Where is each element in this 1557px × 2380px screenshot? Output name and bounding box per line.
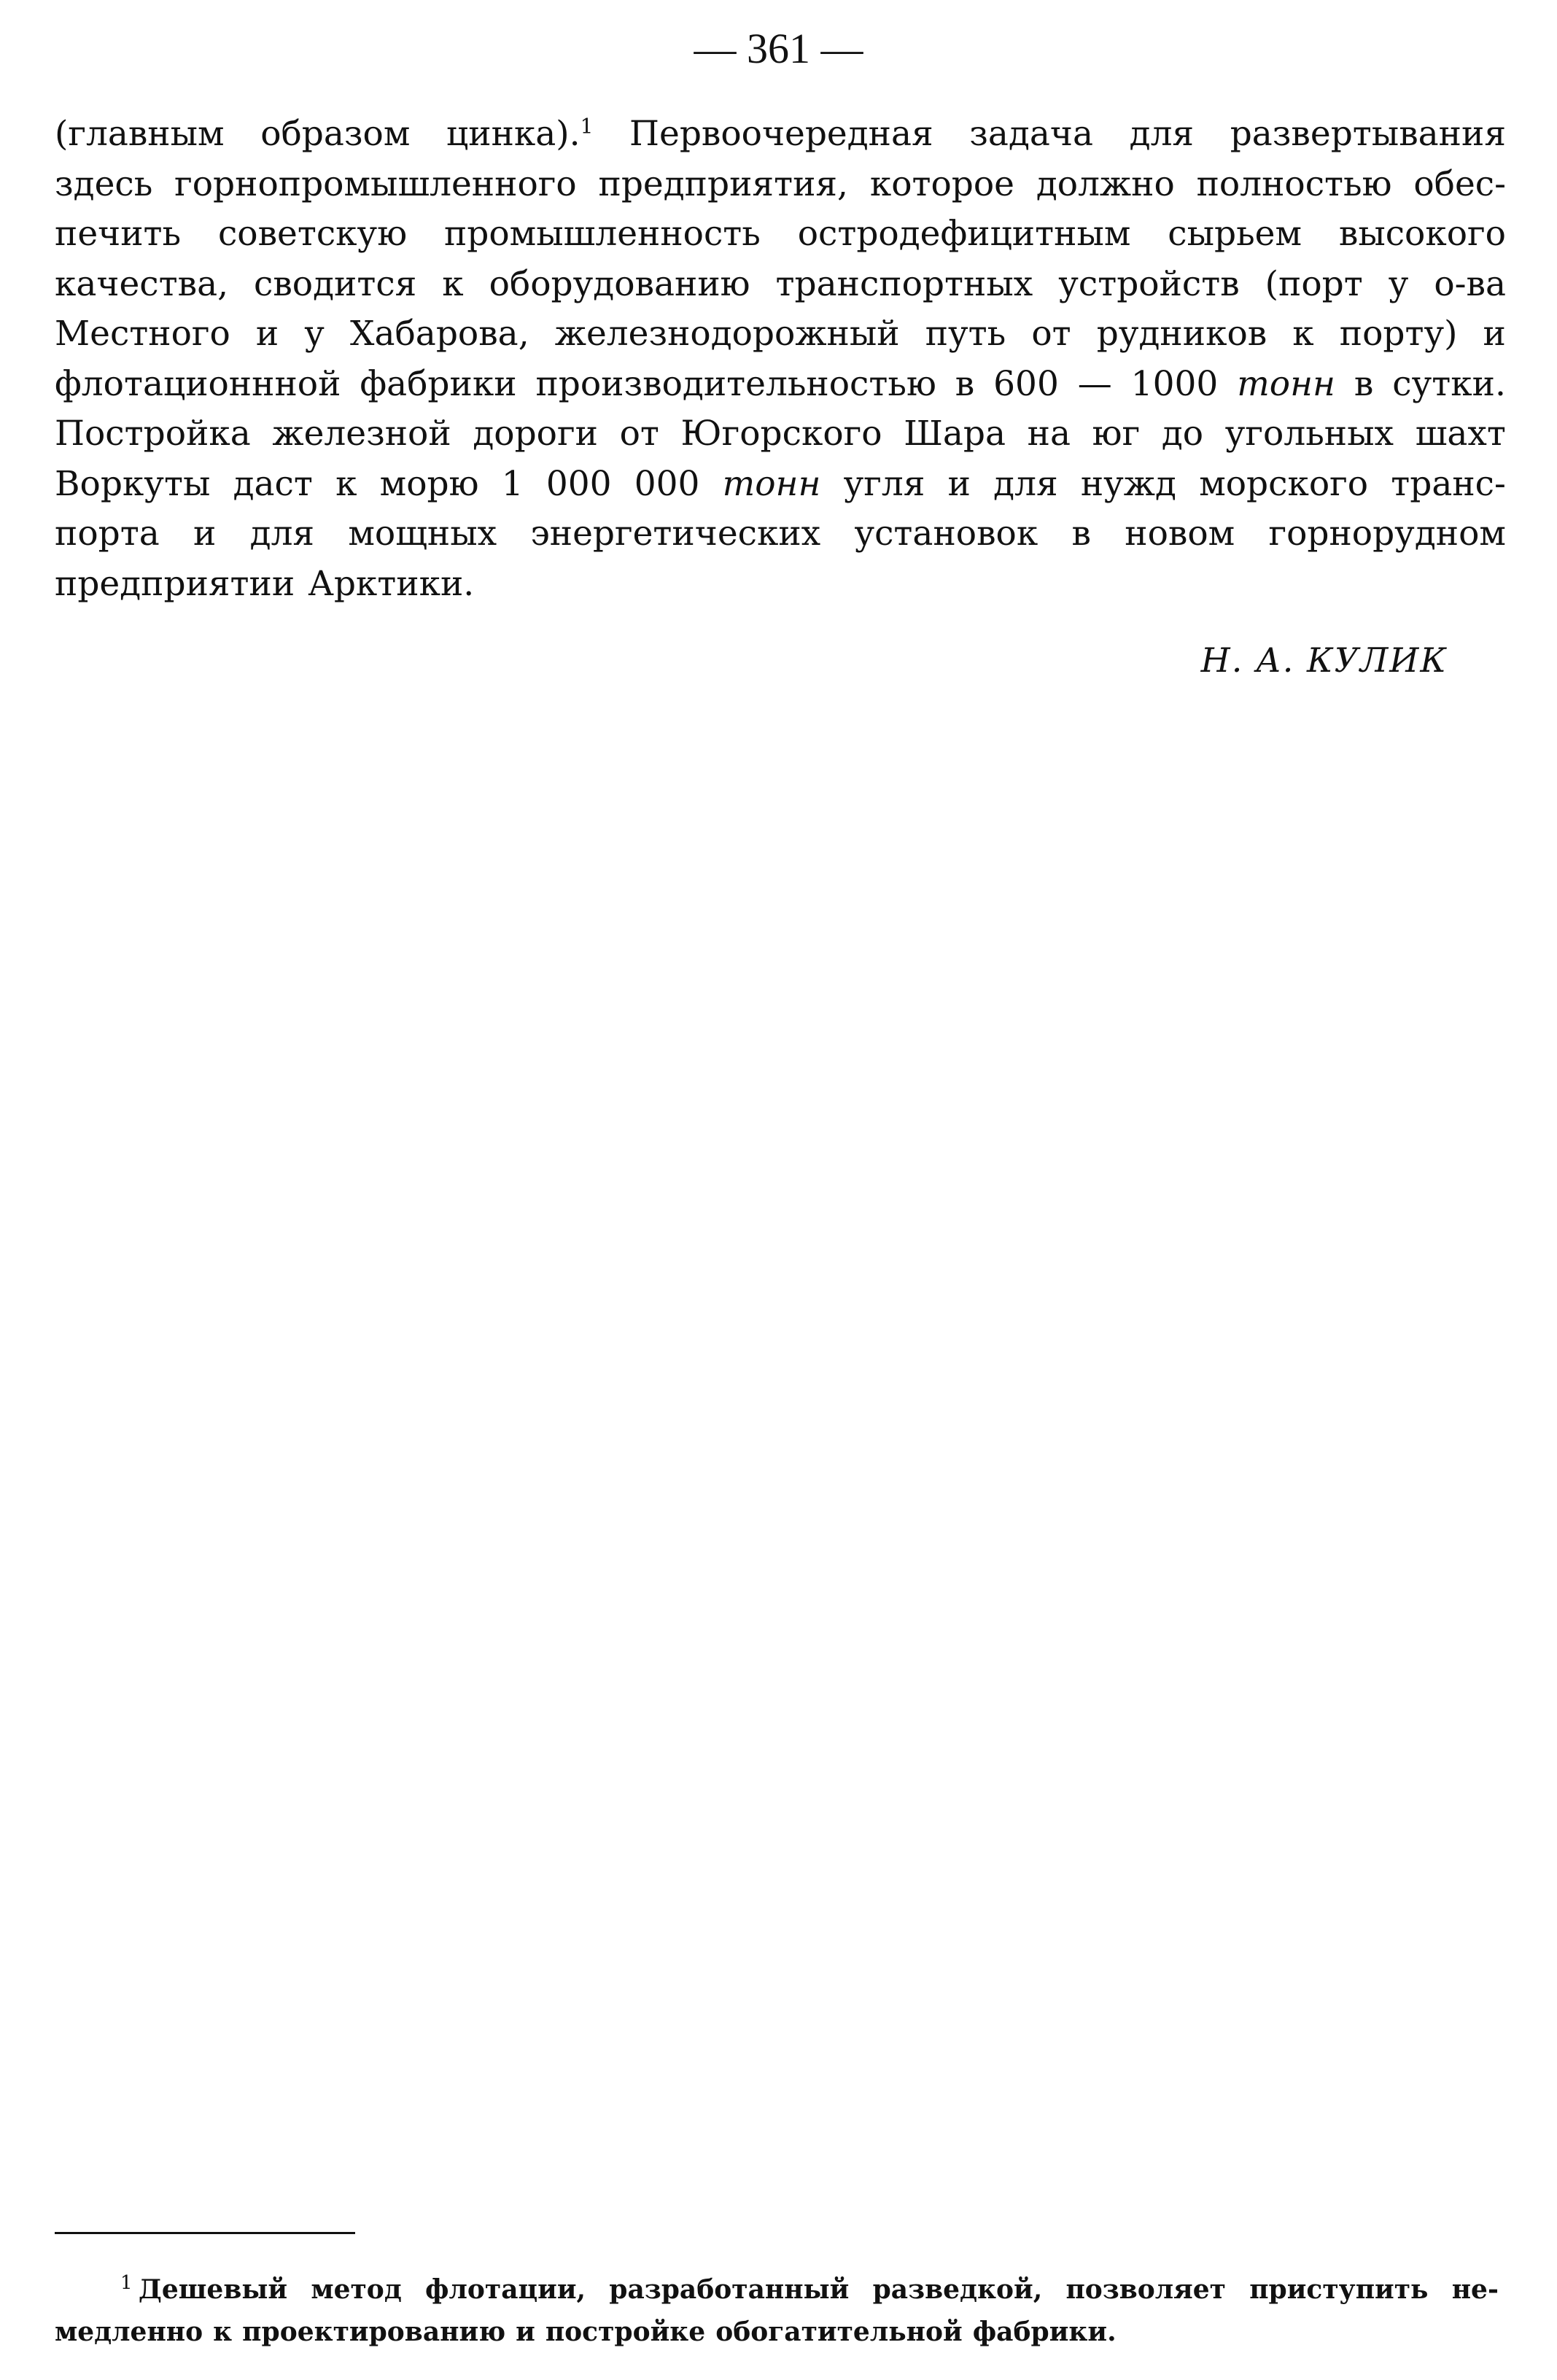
word: морю: [379, 463, 479, 504]
word: к: [213, 2317, 233, 2347]
word: тонн: [1237, 363, 1335, 404]
word: мощных: [348, 513, 497, 554]
word: Воркуты: [55, 463, 211, 504]
word: железной: [272, 414, 451, 454]
word: установок: [854, 513, 1038, 554]
word: до: [1161, 414, 1204, 454]
word: Местного: [55, 314, 230, 354]
footnote-marker: 1: [120, 2272, 139, 2294]
text-line: [55, 309, 1506, 360]
word: от: [619, 414, 659, 454]
word: 1: [501, 463, 524, 504]
word: полностью: [1196, 163, 1392, 204]
word: производительностью: [535, 363, 936, 404]
text-line: [55, 409, 1506, 460]
word: и: [193, 513, 217, 554]
word: и: [1483, 314, 1506, 354]
word: горнорудном: [1268, 513, 1506, 554]
word: железнодорожный: [554, 314, 900, 354]
word: и: [516, 2317, 535, 2347]
word: промышленность: [443, 214, 761, 254]
word: предприятия,: [598, 163, 848, 204]
word: обес-: [1413, 163, 1506, 204]
word: задача: [969, 114, 1094, 154]
word: к: [335, 463, 357, 504]
word: 000: [634, 463, 700, 504]
word: фабрики: [360, 363, 517, 404]
word: в: [1071, 513, 1091, 554]
word: Хабарова,: [350, 314, 529, 354]
word: сырьем: [1168, 214, 1302, 254]
body-text: [55, 109, 1506, 609]
word: угля: [843, 463, 925, 504]
word: Югорского: [680, 414, 882, 454]
footnote: [55, 2268, 1499, 2353]
word: должно: [1036, 163, 1175, 204]
author-signature: Н. А. КУЛИК: [1200, 640, 1448, 680]
text-line: [55, 360, 1506, 410]
word: проектированию: [242, 2317, 506, 2347]
word: для: [249, 513, 315, 554]
word: от: [1031, 314, 1071, 354]
word: флотационнной: [55, 363, 341, 404]
word: печить: [55, 214, 182, 254]
word: (порт: [1265, 263, 1363, 304]
word: горнопромышленного: [174, 163, 577, 204]
word: здесь: [55, 163, 153, 204]
word: развертывания: [1230, 114, 1506, 154]
text-line: [55, 260, 1506, 310]
word: на: [1027, 414, 1071, 454]
word: в: [1354, 363, 1374, 404]
text-line: [55, 209, 1506, 260]
word: к: [442, 263, 464, 304]
word: сутки.: [1392, 363, 1506, 404]
word: новом: [1125, 513, 1235, 554]
word: и: [947, 463, 971, 504]
text-line: [55, 559, 1506, 610]
text-line: [55, 509, 1506, 559]
word: Первоочередная: [629, 114, 933, 154]
text-line: [55, 460, 1506, 510]
word: рудников: [1096, 314, 1267, 354]
word: Шара: [904, 414, 1006, 454]
word: тонн: [722, 463, 821, 504]
word: разведкой,: [872, 2274, 1043, 2305]
word: высокого: [1338, 214, 1506, 254]
word: 600: [993, 363, 1059, 404]
word: (главным: [55, 114, 225, 154]
word: не-: [1451, 2274, 1499, 2305]
word: постройке: [545, 2317, 706, 2347]
word: даст: [233, 463, 313, 504]
word: путь: [925, 314, 1006, 354]
word: нужд: [1080, 463, 1176, 504]
word: советскую: [217, 214, 408, 254]
word: качества,: [55, 263, 229, 304]
word: угольных: [1224, 414, 1394, 454]
word: приступить: [1249, 2274, 1429, 2305]
word: оборудованию: [489, 263, 750, 304]
word: метод: [311, 2274, 402, 2305]
word: транспортных: [775, 263, 1033, 304]
word: фабрики.: [972, 2317, 1117, 2347]
word: которое: [869, 163, 1014, 204]
footnote-line: [55, 2311, 1499, 2353]
word: шахт: [1415, 414, 1506, 454]
text-line: [55, 109, 1506, 160]
word: Постройка: [55, 414, 251, 454]
footnote-line: [55, 2268, 1499, 2311]
word: порту): [1339, 314, 1458, 354]
word: у: [1388, 263, 1409, 304]
word: предприятии: [55, 563, 295, 604]
page-number: — 361 —: [694, 25, 863, 72]
word: 000: [545, 463, 612, 504]
word: для: [1129, 114, 1195, 154]
word: остродефицитным: [797, 214, 1131, 254]
word: устройств: [1058, 263, 1240, 304]
word: обогатительной: [715, 2317, 963, 2347]
word: энергетических: [530, 513, 821, 554]
word: о-ва: [1434, 263, 1506, 304]
word: юг: [1092, 414, 1141, 454]
word: сводится: [254, 263, 417, 304]
word: медленно: [55, 2317, 203, 2347]
footnote-divider: [55, 2232, 355, 2234]
word: цинка).$^1$: [446, 114, 594, 154]
word: флотации,: [425, 2274, 586, 2305]
word: Арктики.: [308, 563, 475, 604]
text-line: [55, 160, 1506, 210]
word: морского: [1199, 463, 1369, 504]
word: разработанный: [609, 2274, 850, 2305]
word: для: [993, 463, 1058, 504]
word: транс-: [1391, 463, 1506, 504]
word: $^1$ Дешевый: [120, 2272, 288, 2305]
word: и: [255, 314, 279, 354]
word: —: [1077, 363, 1112, 404]
word: 1000: [1130, 363, 1219, 404]
word: позволяет: [1065, 2274, 1226, 2305]
word: порта: [55, 513, 160, 554]
word: дороги: [473, 414, 598, 454]
word: к: [1292, 314, 1314, 354]
word: образом: [260, 114, 411, 154]
word: у: [304, 314, 325, 354]
word: в: [955, 363, 975, 404]
footnote-reference: 1: [580, 114, 594, 139]
